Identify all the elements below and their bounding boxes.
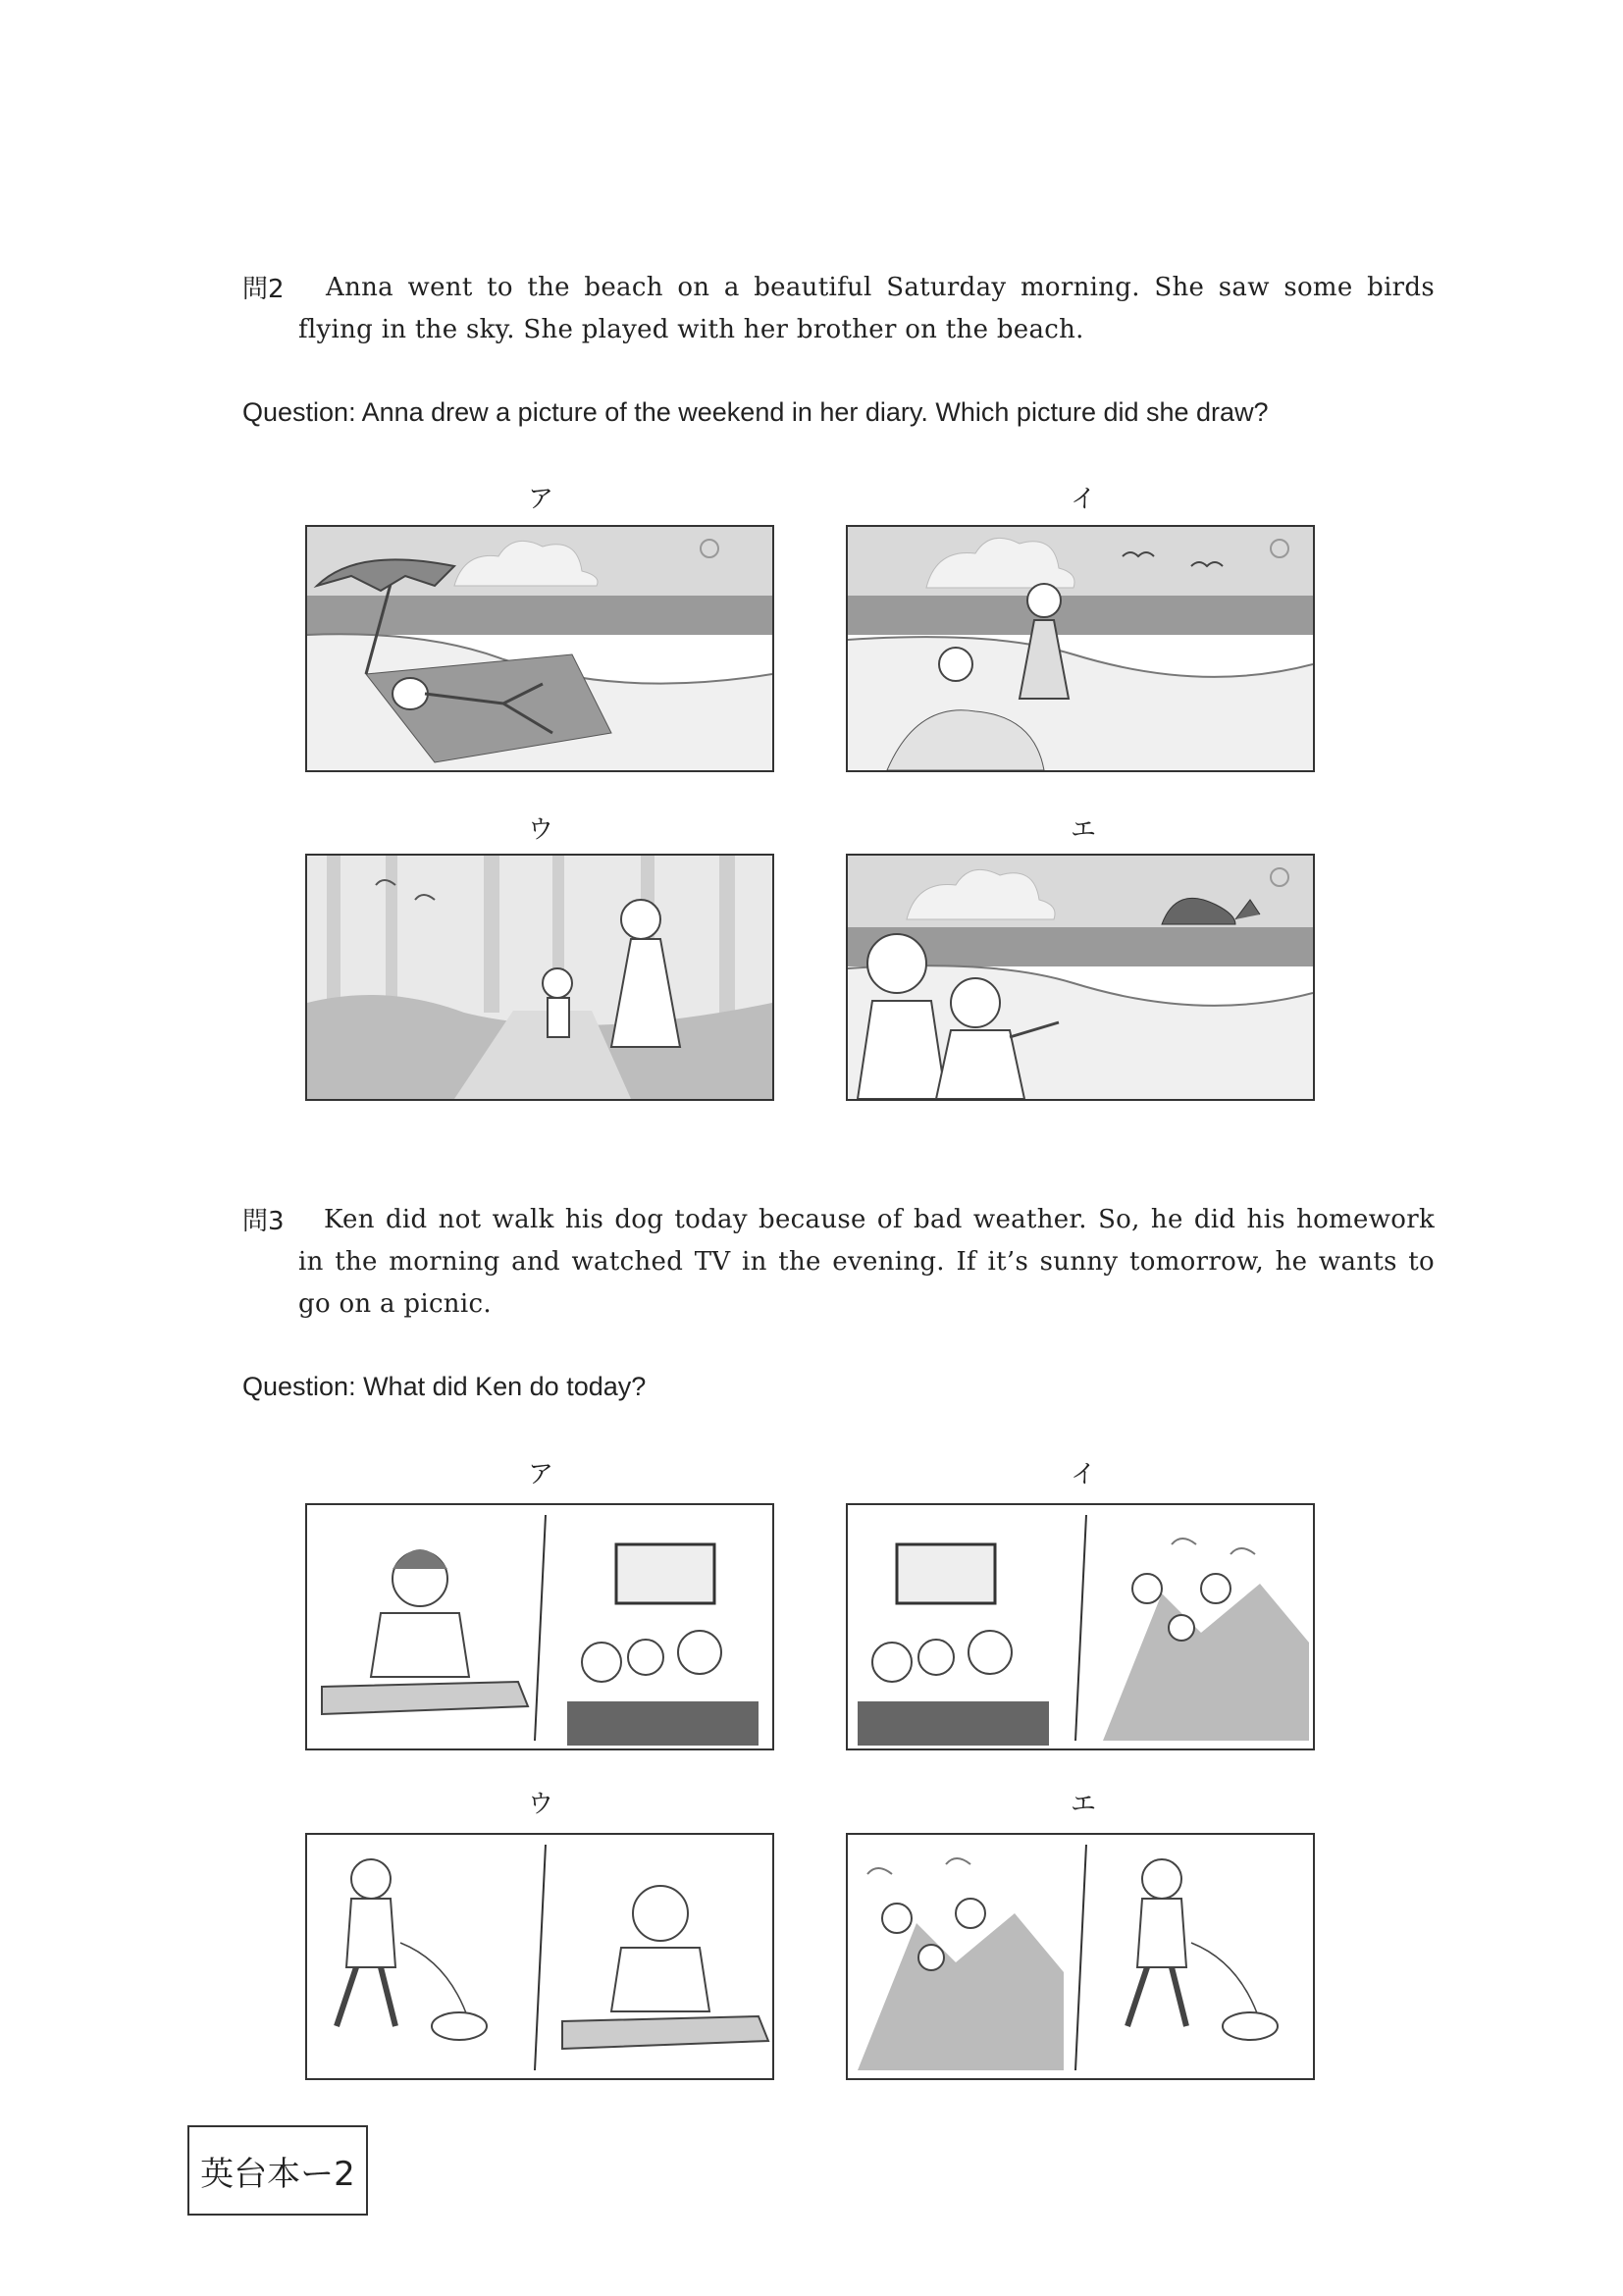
q2-passage-line1: Anna went to the beach on a beautiful Saturday morning. She saw some birds [326, 273, 1435, 302]
q3-number: 問3 [242, 1207, 285, 1236]
page-label: 英台本ー2 [200, 2154, 355, 2194]
q3-passage-line1: Ken did not walk his dog today because of bad weather. So, he did his homework [324, 1205, 1435, 1234]
q2-question: Question: Anna drew a picture of the weekend in her diary. Which picture did she draw? [242, 397, 1269, 427]
q3-option-e-label: エ [1070, 1790, 1096, 1819]
q2-option-a-picture[interactable] [305, 525, 774, 772]
q2-option-u-picture[interactable] [305, 854, 774, 1101]
q2-option-i-picture[interactable] [846, 525, 1315, 772]
q2-passage-line2: flying in the sky. She played with her brother on the beach. [298, 315, 1084, 344]
q2-number: 問2 [242, 275, 285, 304]
q2-option-e-picture[interactable] [846, 854, 1315, 1101]
q3-passage-line3: go on a picnic. [298, 1289, 492, 1319]
q2-option-i-label: イ [1070, 485, 1096, 514]
q3-option-e-picture[interactable] [846, 1833, 1315, 2080]
q2-option-e-label: エ [1070, 815, 1096, 845]
q3-passage-line2: in the morning and watched TV in the evening. If it’s sunny tomorrow, he wants to [298, 1247, 1435, 1277]
q3-question: Question: What did Ken do today? [242, 1372, 647, 1401]
q3-option-a-picture[interactable] [305, 1503, 774, 1750]
q3-option-i-label: イ [1070, 1460, 1096, 1489]
q3-option-u-picture[interactable] [305, 1833, 774, 2080]
q2-option-u-label: ウ [527, 815, 553, 845]
q3-option-u-label: ウ [527, 1790, 553, 1819]
q3-option-a-label: ア [527, 1460, 553, 1489]
q2-option-a-label: ア [527, 485, 553, 514]
q3-option-i-picture[interactable] [846, 1503, 1315, 1750]
page-label-box [187, 2125, 368, 2216]
